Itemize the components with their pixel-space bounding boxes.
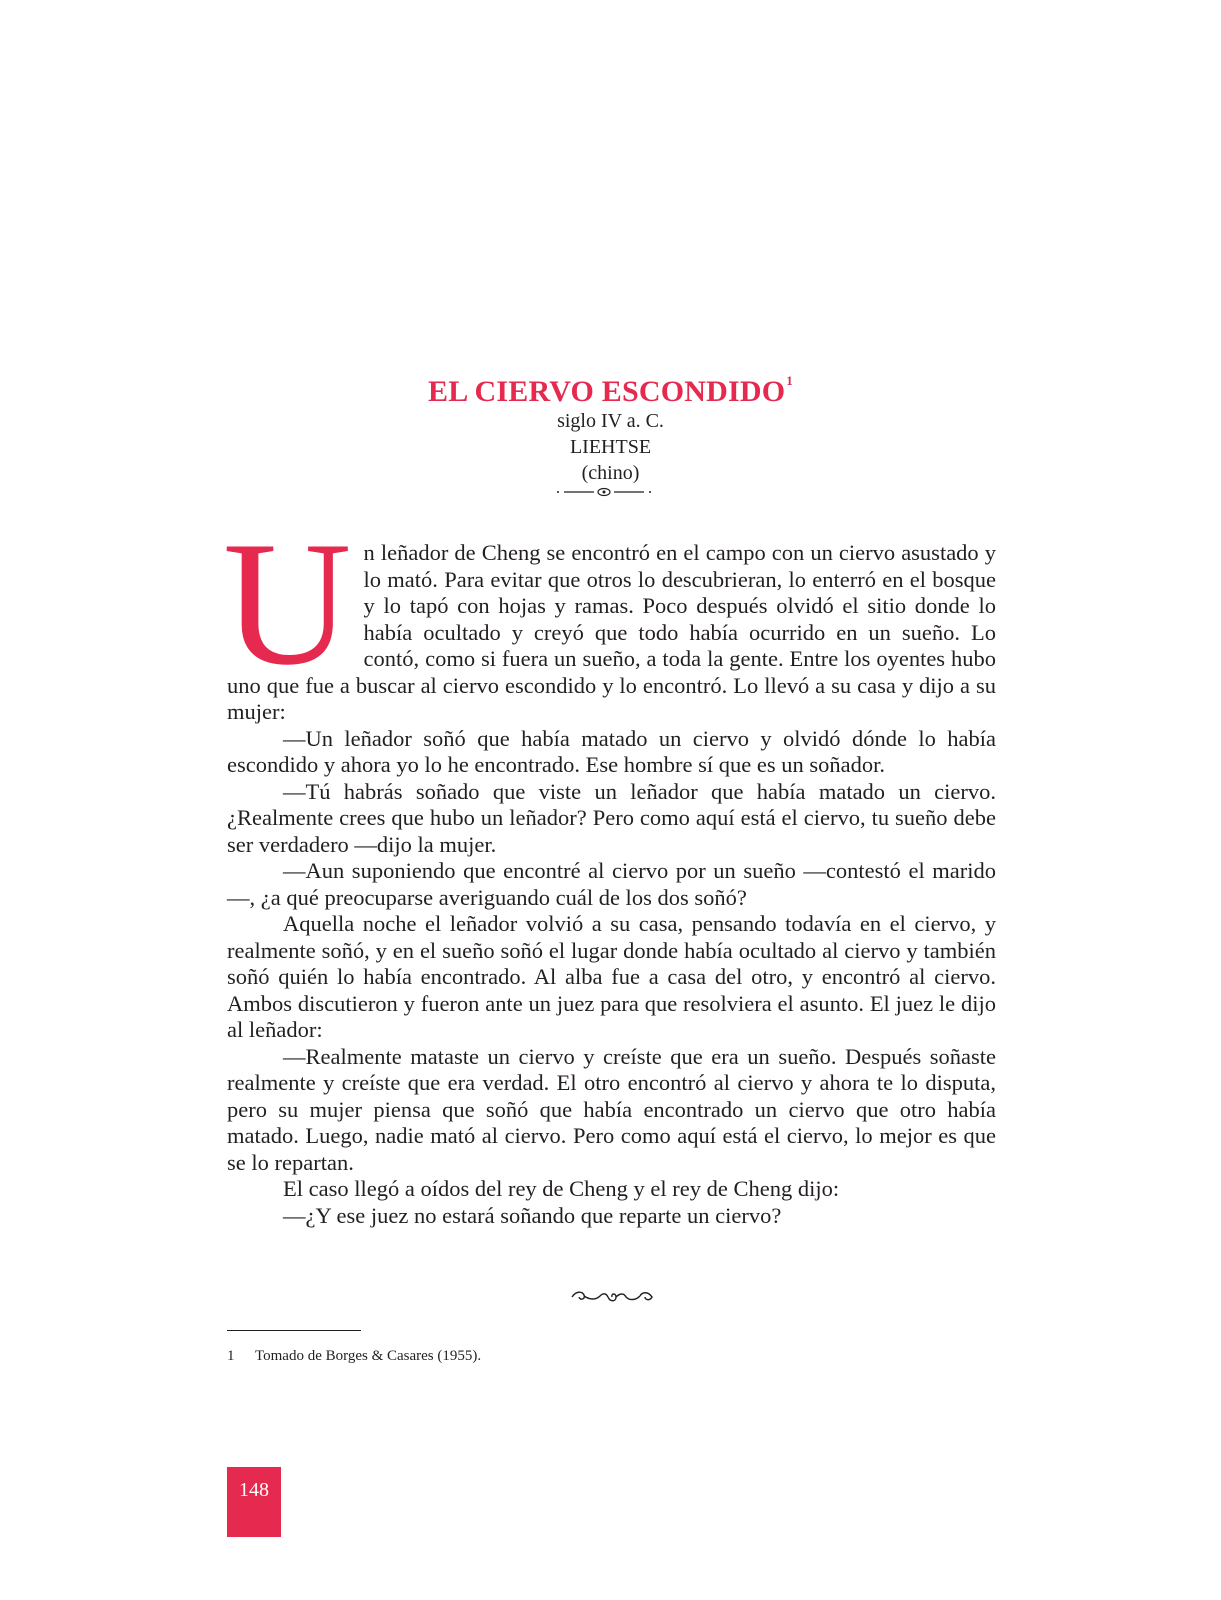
chapter-title — [0, 373, 1221, 409]
title-footnote-mark: 1 — [786, 373, 793, 388]
paragraph-1: n leñador de Cheng se encontró en el campo con un ciervo asustado y lo mató. Para evitar que otros lo descubrieran, lo enterró en el bosque y lo tapó con hojas y ramas. Poco después olvidó el sitio donde lo había ocultado y creyó que todo había ocurrido en un sueño. Lo contó, como si fuera un sueño, a toda la gente. Entre los oyentes hubo uno que fue a buscar al ciervo escondido y lo encontró. Lo llevó a su casa y dijo a su mujer: — [227, 540, 996, 724]
drop-cap: U — [223, 504, 352, 702]
origin-line: (chino) — [581, 462, 640, 484]
author-line: LIEHTSE — [569, 436, 652, 458]
story-body — [223, 504, 996, 1229]
title-text: EL CIERVO ESCONDIDO — [428, 375, 786, 408]
paragraph-3: —Tú habrás soñado que viste un leñador que había matado un ciervo. ¿Realmente crees que hubo un leñador? Pero como aquí está el ciervo, tu sueño debe ser verdadero —dijo la mujer. — [227, 778, 996, 857]
paragraph-8: —¿Y ese juez no estará soñando que reparte un ciervo? — [283, 1202, 782, 1228]
ornamental-divider-icon — [556, 486, 652, 498]
footnote — [227, 1348, 481, 1365]
paragraph-4: —Aun suponiendo que encontré al ciervo por un sueño —contestó el marido—, ¿a qué preocuparse averiguando cuál de los dos soñó? — [227, 858, 996, 910]
flourish-ornament-icon — [570, 1289, 654, 1305]
footnote-text: Tomado de Borges & Casares (1955). — [255, 1348, 482, 1364]
century-line: siglo IV a. C. — [557, 410, 664, 432]
paragraph-5: Aquella noche el leñador volvió a su casa, pensando todavía en el ciervo, y realmente soñó, y en el sueño soñó el lugar donde había ocultado al ciervo y también soñó quién lo había encontrado. Al alba fue a casa del otro, y encontró al ciervo. Ambos discutieron y fueron ante un juez para que resolviera el asunto. El juez le dijo al leñador: — [227, 911, 996, 1042]
paragraph-6: —Realmente mataste un ciervo y creíste que era un sueño. Después soñaste realmente y creíste que era verdad. El otro encontró al ciervo y ahora te lo disputa, pero su mujer piensa que soñó que había encontrado un ciervo que otro había matado. Luego, nadie mató al ciervo. Pero como aquí está el ciervo, lo mejor es que se lo repartan. — [227, 1043, 996, 1175]
paragraph-7: El caso llegó a oídos del rey de Cheng y el rey de Cheng dijo: — [283, 1176, 840, 1201]
paragraph-2: —Un leñador soñó que había matado un ciervo y olvidó dónde lo había escondido y ahora yo lo he encontrado. Ese hombre sí que es un soñador. — [227, 725, 996, 777]
page-number: 148 — [239, 1479, 269, 1501]
footnote-number: 1 — [227, 1348, 235, 1364]
footnote-rule — [227, 1330, 361, 1331]
page-number-box — [227, 1467, 281, 1537]
